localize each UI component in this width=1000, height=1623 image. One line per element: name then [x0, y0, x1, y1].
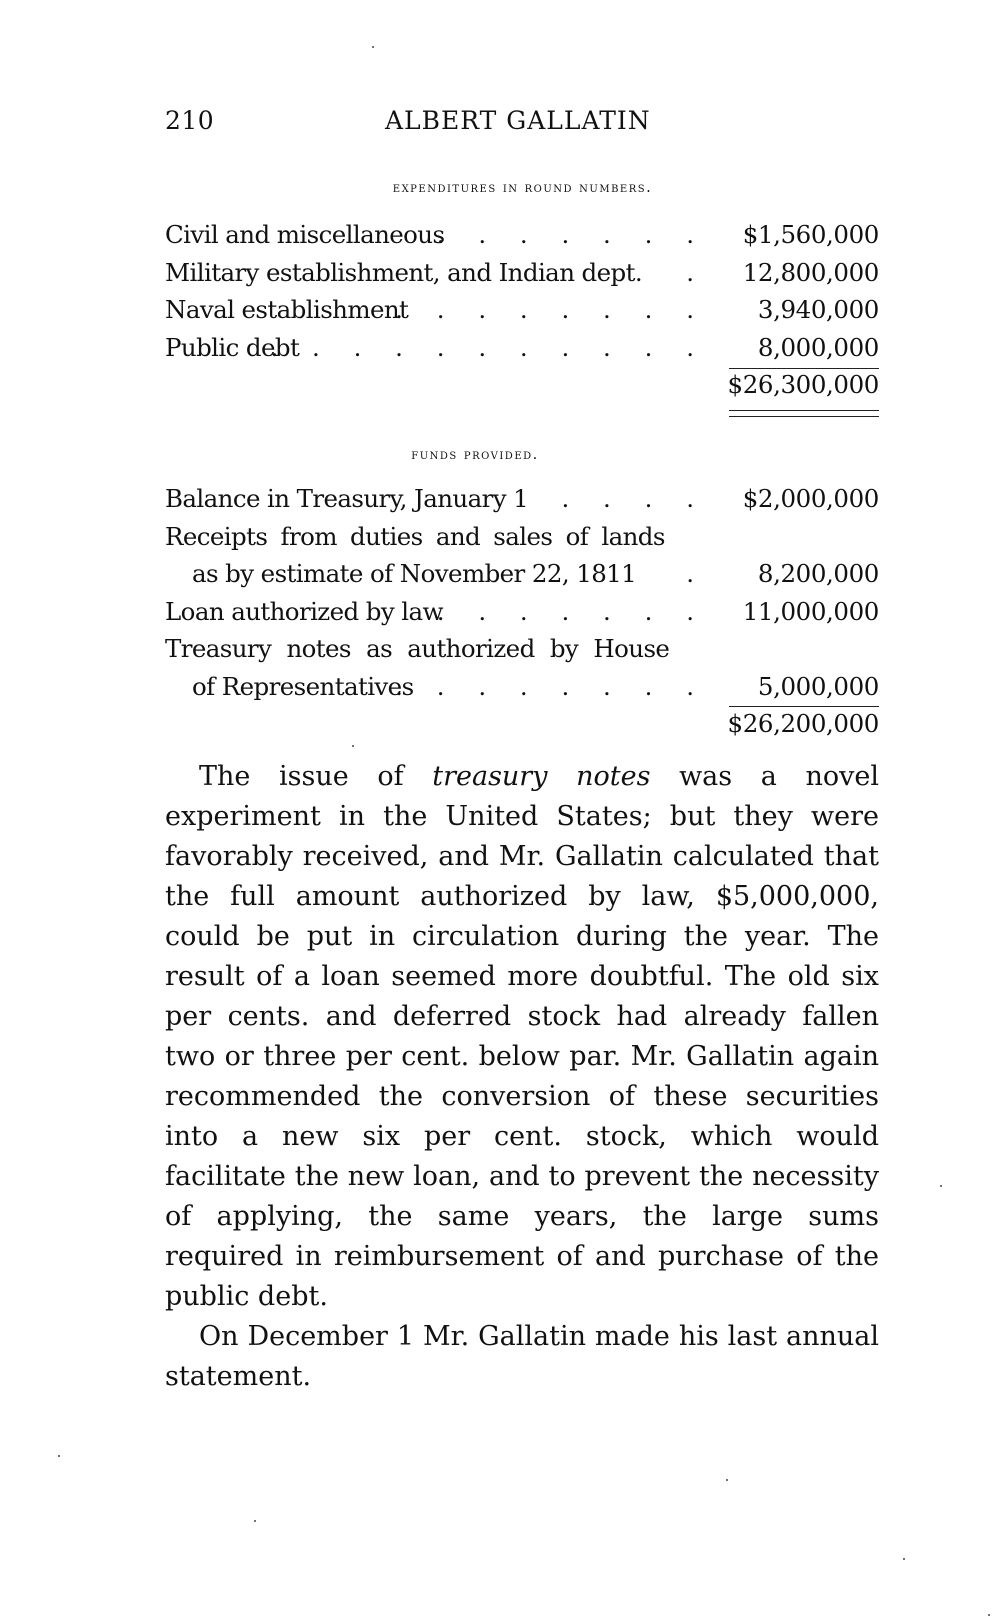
ledger-row [165, 216, 879, 254]
text-run: The issue of [199, 761, 433, 792]
ledger-row [165, 593, 879, 631]
dot-leader: . [686, 559, 707, 588]
row-label: Public debt [165, 332, 300, 362]
body-text [165, 757, 879, 1397]
funds-heading: funds provided. [411, 447, 539, 463]
total-amount: $26,200,000 [727, 709, 879, 738]
row-amount: 3,940,000 [757, 295, 879, 324]
double-rule-top [729, 410, 879, 411]
speck [726, 1479, 728, 1481]
speck [352, 745, 354, 747]
paragraph [165, 757, 879, 1317]
speck [58, 1455, 60, 1457]
row-amount: 5,000,000 [757, 671, 879, 701]
total-amount: $26,300,000 [727, 370, 879, 399]
dot-leader: . [686, 257, 707, 287]
running-head [165, 106, 879, 140]
row-amount: 8,000,000 [757, 332, 879, 362]
row-label: Loan authorized by law [165, 596, 443, 626]
paragraph: On December 1 Mr. Gallatin made his last annual statement. [165, 1321, 879, 1392]
total-row [165, 366, 879, 404]
speck [903, 1558, 905, 1560]
row-label: of Representatives [192, 671, 414, 701]
row-amount: 12,800,000 [742, 257, 879, 287]
row-label: Treasury notes as authorized by House [165, 634, 670, 663]
row-label: Balance in Treasury, January 1 [165, 484, 529, 513]
row-amount: 11,000,000 [742, 596, 879, 626]
page-number: 210 [165, 106, 215, 135]
ledger-row [165, 480, 879, 518]
italic-term: treasury notes [432, 761, 651, 792]
total-row [165, 705, 879, 743]
ledger-row [165, 518, 879, 556]
speck [988, 1614, 990, 1616]
dot-leader: . . . . . . . [436, 596, 707, 626]
dot-leader: . . . . . . . . [395, 671, 707, 701]
running-title: ALBERT GALLATIN [385, 106, 651, 135]
expenditures-heading: expenditures in round numbers. [392, 180, 653, 196]
row-amount: $2,000,000 [742, 484, 879, 513]
speck [372, 46, 374, 48]
ledger-row [165, 329, 879, 367]
dot-leader: . . . . . . . [436, 220, 707, 249]
ledger-row [165, 668, 879, 706]
ledger-row [165, 555, 879, 593]
row-amount: $1,560,000 [742, 220, 879, 249]
dot-leader: . . . . [561, 484, 707, 513]
row-label: Civil and miscellaneous [165, 220, 445, 249]
row-amount: 8,200,000 [757, 559, 879, 588]
dot-leader: . . . . . . . . . . . [270, 332, 707, 362]
row-label: as by estimate of November 22, 1811 [192, 559, 637, 588]
row-label: Naval establishment [165, 295, 409, 324]
dot-leader: . . . . . . . . [395, 295, 707, 324]
text-run: was a novel experiment in the United States; but they were favorably received, and Mr. Gallatin calculated that the full amount authorized by law, $5,000,000, could be put in circulation during the year. The result of a loan seemed more doubtful. The old six per cents. and deferred stock had already fallen two or three per cent. below par. Mr. Gallatin again recommended the conversion of these securities into a new six per cent. stock, which would facilitate the new loan, and to prevent the necessity of applying, the same years, the large sums required in reimbursement of and purchase of the public debt. [165, 761, 879, 1312]
double-rule-bottom [729, 416, 879, 417]
row-label: Military establishment, and Indian dept. [165, 257, 643, 287]
speck [254, 1520, 256, 1522]
funds-table [165, 480, 879, 743]
ledger-row [165, 291, 879, 329]
ledger-row [165, 254, 879, 292]
speck [940, 1185, 942, 1187]
row-label: Receipts from duties and sales of lands [165, 521, 665, 551]
expenditures-table [165, 216, 879, 404]
ledger-row [165, 630, 879, 668]
